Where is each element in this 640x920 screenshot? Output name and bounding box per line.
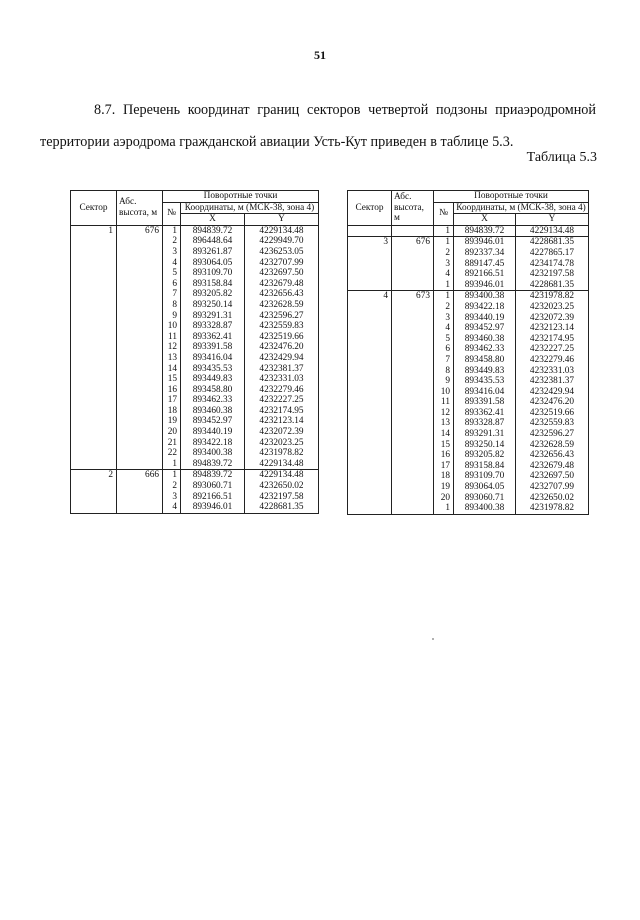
y-coordinate-cell: 4236253.05 (245, 247, 319, 258)
header-coords: Координаты, м (МСК-38, зона 4) (181, 202, 319, 214)
x-coordinate-cell: 893946.01 (454, 237, 516, 248)
table-row (71, 470, 319, 481)
x-coordinate-cell: 893109.70 (454, 471, 516, 482)
y-coordinate-cell: 4229134.48 (245, 225, 319, 236)
point-number-cell: 3 (434, 259, 454, 270)
x-coordinate-cell: 892337.34 (454, 248, 516, 259)
point-number-cell: 8 (163, 300, 181, 311)
y-coordinate-cell: 4234174.78 (516, 259, 589, 270)
point-number-cell: 11 (163, 332, 181, 343)
y-coordinate-cell: 4232174.95 (516, 334, 589, 345)
point-number-cell: 13 (434, 418, 454, 429)
y-coordinate-cell: 4227865.17 (516, 248, 589, 259)
y-coordinate-cell: 4232174.95 (245, 406, 319, 417)
y-coordinate-cell: 4232381.37 (516, 376, 589, 387)
y-coordinate-cell: 4232697.50 (516, 471, 589, 482)
point-number-cell: 7 (163, 289, 181, 300)
x-coordinate-cell: 893205.82 (454, 450, 516, 461)
x-coordinate-cell: 893328.87 (181, 321, 245, 332)
x-coordinate-cell: 893458.80 (454, 355, 516, 366)
x-coordinate-cell: 893400.38 (454, 291, 516, 302)
x-coordinate-cell: 893250.14 (181, 300, 245, 311)
y-coordinate-cell: 4232519.66 (245, 332, 319, 343)
header-no: № (163, 202, 181, 225)
x-coordinate-cell: 893462.33 (454, 344, 516, 355)
y-coordinate-cell: 4232476.20 (516, 397, 589, 408)
y-coordinate-cell: 4232628.59 (516, 440, 589, 451)
x-coordinate-cell: 893362.41 (181, 332, 245, 343)
y-coordinate-cell: 4232628.59 (245, 300, 319, 311)
point-number-cell: 4 (434, 323, 454, 334)
point-number-cell: 1 (434, 291, 454, 302)
x-coordinate-cell: 896448.64 (181, 236, 245, 247)
header-altitude: Абс. высота, м (117, 191, 163, 226)
y-coordinate-cell: 4232197.58 (245, 492, 319, 503)
point-number-cell: 19 (434, 482, 454, 493)
x-coordinate-cell: 893060.71 (454, 493, 516, 504)
point-number-cell: 6 (163, 279, 181, 290)
y-coordinate-cell: 4231978.82 (516, 291, 589, 302)
table-body (71, 225, 319, 513)
point-number-cell: 9 (434, 376, 454, 387)
x-coordinate-cell: 893328.87 (454, 418, 516, 429)
y-coordinate-cell: 4232707.99 (516, 482, 589, 493)
x-coordinate-cell: 893250.14 (454, 440, 516, 451)
altitude-cell: 673 (392, 291, 434, 514)
point-number-cell: 12 (434, 408, 454, 419)
y-coordinate-cell: 4232650.02 (516, 493, 589, 504)
header-coords: Координаты, м (МСК-38, зона 4) (454, 202, 589, 214)
x-coordinate-cell: 893400.38 (454, 503, 516, 514)
point-number-cell: 14 (434, 429, 454, 440)
x-coordinate-cell: 894839.72 (181, 225, 245, 236)
heading-line-2: территории аэродрома гражданской авиации Усть-Кут приведен в таблице 5.3. (40, 134, 514, 150)
x-coordinate-cell: 893462.33 (181, 395, 245, 406)
y-coordinate-cell: 4232679.48 (516, 461, 589, 472)
altitude-cell: 676 (392, 237, 434, 291)
x-coordinate-cell: 893452.97 (454, 323, 516, 334)
x-coordinate-cell: 893158.84 (181, 279, 245, 290)
point-number-cell: 20 (434, 493, 454, 504)
x-coordinate-cell: 893060.71 (181, 481, 245, 492)
y-coordinate-cell: 4232650.02 (245, 481, 319, 492)
point-number-cell: 1 (434, 280, 454, 291)
coordinates-table-left (70, 190, 319, 514)
x-coordinate-cell: 893440.19 (454, 313, 516, 324)
point-number-cell: 1 (163, 225, 181, 236)
x-coordinate-cell: 893422.18 (454, 302, 516, 313)
y-coordinate-cell: 4232429.94 (245, 353, 319, 364)
section-heading (40, 94, 596, 158)
point-number-cell: 16 (163, 385, 181, 396)
x-coordinate-cell: 893422.18 (181, 438, 245, 449)
point-number-cell: 3 (434, 313, 454, 324)
y-coordinate-cell: 4232279.46 (245, 385, 319, 396)
page-number: 51 (314, 48, 326, 62)
x-coordinate-cell: 893158.84 (454, 461, 516, 472)
header-sector: Сектор (71, 191, 117, 226)
point-number-cell: 12 (163, 342, 181, 353)
table-row (348, 225, 589, 237)
y-coordinate-cell: 4232656.43 (516, 450, 589, 461)
y-coordinate-cell: 4229949.70 (245, 236, 319, 247)
x-coordinate-cell: 893109.70 (181, 268, 245, 279)
point-number-cell: 19 (163, 416, 181, 427)
sector-cell (348, 225, 392, 237)
point-number-cell: 21 (163, 438, 181, 449)
x-coordinate-cell: 893416.04 (181, 353, 245, 364)
x-coordinate-cell: 892166.51 (454, 269, 516, 280)
point-number-cell: 16 (434, 450, 454, 461)
point-number-cell: 9 (163, 311, 181, 322)
x-coordinate-cell: 893064.05 (454, 482, 516, 493)
header-turning-points: Поворотные точки (434, 191, 589, 203)
header-y: Y (245, 214, 319, 226)
y-coordinate-cell: 4228681.35 (516, 237, 589, 248)
y-coordinate-cell: 4232072.39 (245, 427, 319, 438)
point-number-cell: 8 (434, 366, 454, 377)
point-number-cell: 4 (163, 258, 181, 269)
y-coordinate-cell: 4232429.94 (516, 387, 589, 398)
x-coordinate-cell: 893261.87 (181, 247, 245, 258)
y-coordinate-cell: 4232381.37 (245, 364, 319, 375)
point-number-cell: 17 (434, 461, 454, 472)
point-number-cell: 22 (163, 448, 181, 459)
header-sector: Сектор (348, 191, 392, 226)
x-coordinate-cell: 893460.38 (454, 334, 516, 345)
coordinates-table-right (347, 190, 589, 515)
point-number-cell: 7 (434, 355, 454, 366)
sector-cell: 2 (71, 470, 117, 513)
point-number-cell: 15 (163, 374, 181, 385)
y-coordinate-cell: 4232227.25 (245, 395, 319, 406)
y-coordinate-cell: 4232596.27 (245, 311, 319, 322)
point-number-cell: 6 (434, 344, 454, 355)
x-coordinate-cell: 893435.53 (181, 364, 245, 375)
y-coordinate-cell: 4232596.27 (516, 429, 589, 440)
point-number-cell: 18 (163, 406, 181, 417)
y-coordinate-cell: 4232697.50 (245, 268, 319, 279)
point-number-cell: 5 (434, 334, 454, 345)
x-coordinate-cell: 893362.41 (454, 408, 516, 419)
y-coordinate-cell: 4232072.39 (516, 313, 589, 324)
x-coordinate-cell: 893946.01 (454, 280, 516, 291)
table-row (348, 291, 589, 302)
x-coordinate-cell: 893458.80 (181, 385, 245, 396)
point-number-cell: 3 (163, 247, 181, 258)
y-coordinate-cell: 4232656.43 (245, 289, 319, 300)
x-coordinate-cell: 893460.38 (181, 406, 245, 417)
sector-cell: 3 (348, 237, 392, 291)
header-altitude: Абс. высота, м (392, 191, 434, 226)
y-coordinate-cell: 4232476.20 (245, 342, 319, 353)
point-number-cell: 1 (163, 459, 181, 470)
point-number-cell: 15 (434, 440, 454, 451)
point-number-cell: 17 (163, 395, 181, 406)
y-coordinate-cell: 4232559.83 (245, 321, 319, 332)
y-coordinate-cell: 4232023.25 (245, 438, 319, 449)
point-number-cell: 2 (163, 481, 181, 492)
point-number-cell: 2 (434, 248, 454, 259)
y-coordinate-cell: 4232227.25 (516, 344, 589, 355)
point-number-cell: 20 (163, 427, 181, 438)
x-coordinate-cell: 893449.83 (454, 366, 516, 377)
y-coordinate-cell: 4231978.82 (516, 503, 589, 514)
x-coordinate-cell: 893416.04 (454, 387, 516, 398)
altitude-cell: 666 (117, 470, 163, 513)
y-coordinate-cell: 4228681.35 (245, 502, 319, 513)
y-coordinate-cell: 4229134.48 (245, 459, 319, 470)
x-coordinate-cell: 893400.38 (181, 448, 245, 459)
header-no: № (434, 202, 454, 225)
x-coordinate-cell: 894839.72 (454, 225, 516, 237)
table-body (348, 225, 589, 514)
header-x: X (454, 214, 516, 226)
point-number-cell: 2 (163, 236, 181, 247)
y-coordinate-cell: 4229134.48 (245, 470, 319, 481)
x-coordinate-cell: 892166.51 (181, 492, 245, 503)
x-coordinate-cell: 893064.05 (181, 258, 245, 269)
y-coordinate-cell: 4231978.82 (245, 448, 319, 459)
y-coordinate-cell: 4232197.58 (516, 269, 589, 280)
point-number-cell: 1 (163, 470, 181, 481)
y-coordinate-cell: 4232331.03 (516, 366, 589, 377)
y-coordinate-cell: 4232331.03 (245, 374, 319, 385)
y-coordinate-cell: 4232679.48 (245, 279, 319, 290)
x-coordinate-cell: 893391.58 (454, 397, 516, 408)
x-coordinate-cell: 893291.31 (454, 429, 516, 440)
table-row (71, 225, 319, 236)
heading-line-1: 8.7. Перечень координат границ секторов четвертой подзоны приаэродромной (94, 102, 596, 118)
table-label: Таблица 5.3 (526, 150, 597, 165)
y-coordinate-cell: 4229134.48 (516, 225, 589, 237)
x-coordinate-cell: 893391.58 (181, 342, 245, 353)
x-coordinate-cell: 893291.31 (181, 311, 245, 322)
point-number-cell: 14 (163, 364, 181, 375)
x-coordinate-cell: 893946.01 (181, 502, 245, 513)
altitude-cell: 676 (117, 225, 163, 470)
point-number-cell: 1 (434, 237, 454, 248)
y-coordinate-cell: 4232123.14 (516, 323, 589, 334)
y-coordinate-cell: 4232123.14 (245, 416, 319, 427)
point-number-cell: 3 (163, 492, 181, 503)
x-coordinate-cell: 889147.45 (454, 259, 516, 270)
y-coordinate-cell: 4232519.66 (516, 408, 589, 419)
sector-cell: 1 (71, 225, 117, 470)
point-number-cell: 13 (163, 353, 181, 364)
y-coordinate-cell: 4232279.46 (516, 355, 589, 366)
point-number-cell: 4 (163, 502, 181, 513)
header-turning-points: Поворотные точки (163, 191, 319, 203)
x-coordinate-cell: 893435.53 (454, 376, 516, 387)
y-coordinate-cell: 4232559.83 (516, 418, 589, 429)
header-y: Y (516, 214, 589, 226)
altitude-cell (392, 225, 434, 237)
x-coordinate-cell: 893452.97 (181, 416, 245, 427)
point-number-cell: 10 (434, 387, 454, 398)
point-number-cell: 10 (163, 321, 181, 332)
x-coordinate-cell: 893205.82 (181, 289, 245, 300)
sector-cell: 4 (348, 291, 392, 514)
point-number-cell: 2 (434, 302, 454, 313)
table-row (348, 237, 589, 248)
point-number-cell: 18 (434, 471, 454, 482)
y-coordinate-cell: 4228681.35 (516, 280, 589, 291)
x-coordinate-cell: 893440.19 (181, 427, 245, 438)
point-number-cell: 5 (163, 268, 181, 279)
x-coordinate-cell: 893449.83 (181, 374, 245, 385)
x-coordinate-cell: 894839.72 (181, 470, 245, 481)
x-coordinate-cell: 894839.72 (181, 459, 245, 470)
point-number-cell: 11 (434, 397, 454, 408)
y-coordinate-cell: 4232023.25 (516, 302, 589, 313)
point-number-cell: 1 (434, 503, 454, 514)
point-number-cell: 4 (434, 269, 454, 280)
scan-speck (432, 638, 434, 640)
y-coordinate-cell: 4232707.99 (245, 258, 319, 269)
header-x: X (181, 214, 245, 226)
point-number-cell: 1 (434, 225, 454, 237)
